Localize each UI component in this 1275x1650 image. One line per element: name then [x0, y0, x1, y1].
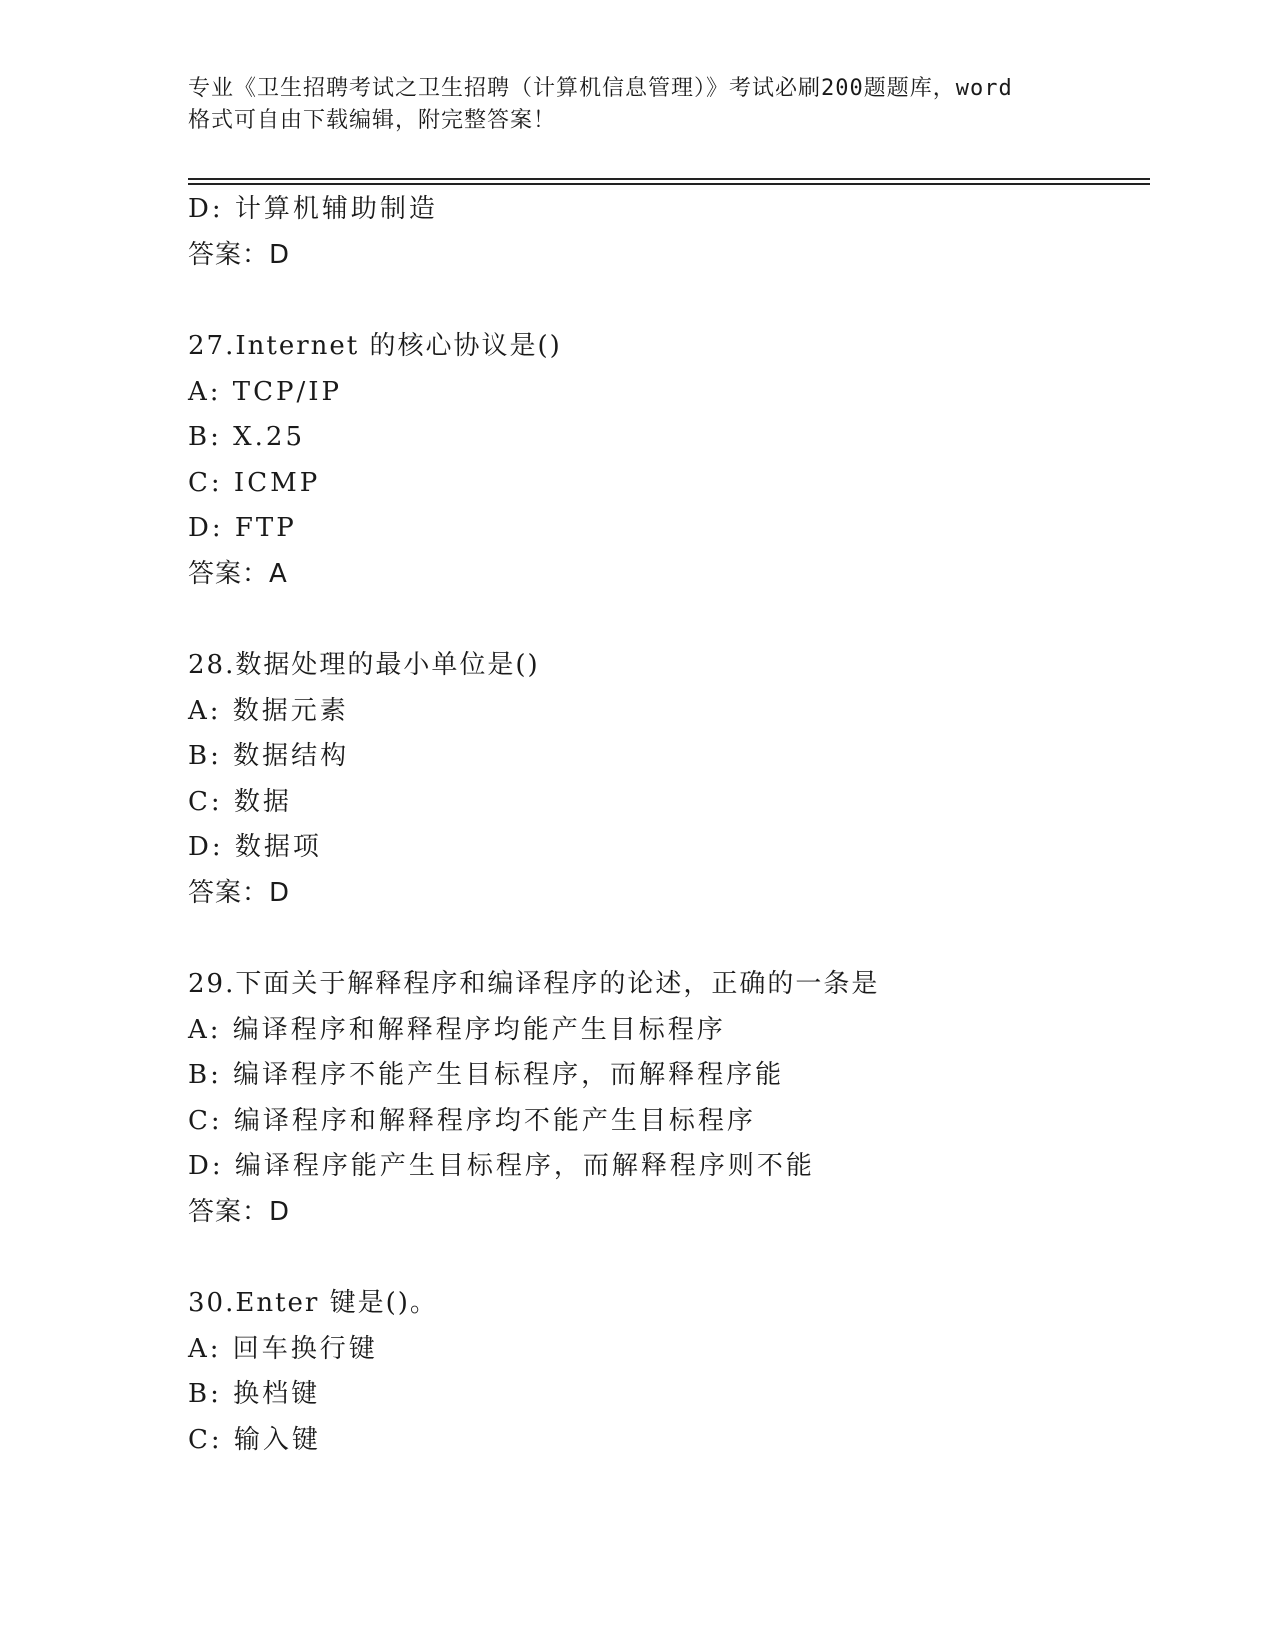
- question-block-29: [188, 962, 1148, 1235]
- answer-line: 答案：D: [188, 877, 291, 908]
- question-text: 28.数据处理的最小单位是(): [188, 650, 540, 680]
- option-d: D: 数据项: [188, 832, 322, 862]
- option-a: A: 数据元素: [188, 695, 349, 726]
- option-b: B: 数据结构: [188, 741, 350, 771]
- option-c: C: 编译程序和解释程序均不能产生目标程序: [188, 1105, 756, 1136]
- answer-line: 答案：A: [188, 558, 288, 589]
- option-a: A: TCP/IP: [188, 376, 343, 407]
- question-text: 29.下面关于解释程序和编译程序的论述，正确的一条是: [188, 969, 880, 999]
- question-block-26: [188, 187, 1148, 278]
- answer-line: 答案：D: [188, 239, 291, 270]
- option-d: D: FTP: [188, 513, 297, 543]
- header-title-line-2: 格式可自由下载编辑，附完整答案！: [188, 108, 557, 133]
- question-text: 30.Enter 键是()。: [188, 1288, 438, 1318]
- option-d: D: 计算机辅助制造: [188, 194, 438, 224]
- question-block-27: [188, 324, 1148, 597]
- option-c: C: 数据: [188, 786, 292, 817]
- header-title-line-1: 专业《卫生招聘考试之卫生招聘（计算机信息管理）》考试必刷200题题库，word: [188, 76, 1013, 101]
- option-c: C: ICMP: [188, 467, 321, 498]
- question-block-30: [188, 1281, 1148, 1463]
- spacer: [188, 278, 1148, 324]
- spacer: [188, 1235, 1148, 1281]
- option-a: A: 回车换行键: [188, 1333, 378, 1364]
- answer-line: 答案：D: [188, 1196, 291, 1227]
- option-d: D: 编译程序能产生目标程序，而解释程序则不能: [188, 1151, 815, 1181]
- question-list: [188, 187, 1148, 1463]
- option-c: C: 输入键: [188, 1424, 321, 1455]
- spacer: [188, 597, 1148, 643]
- option-b: B: 编译程序不能产生目标程序，而解释程序能: [188, 1060, 785, 1090]
- header-divider-bottom: [188, 183, 1150, 185]
- document-header: [188, 73, 1088, 137]
- question-text: 27.Internet 的核心协议是(): [188, 331, 562, 361]
- option-b: B: X.25: [188, 422, 305, 452]
- question-block-28: [188, 643, 1148, 916]
- option-a: A: 编译程序和解释程序均能产生目标程序: [188, 1014, 726, 1045]
- header-divider-top: [188, 178, 1150, 180]
- option-b: B: 换档键: [188, 1379, 321, 1409]
- spacer: [188, 916, 1148, 962]
